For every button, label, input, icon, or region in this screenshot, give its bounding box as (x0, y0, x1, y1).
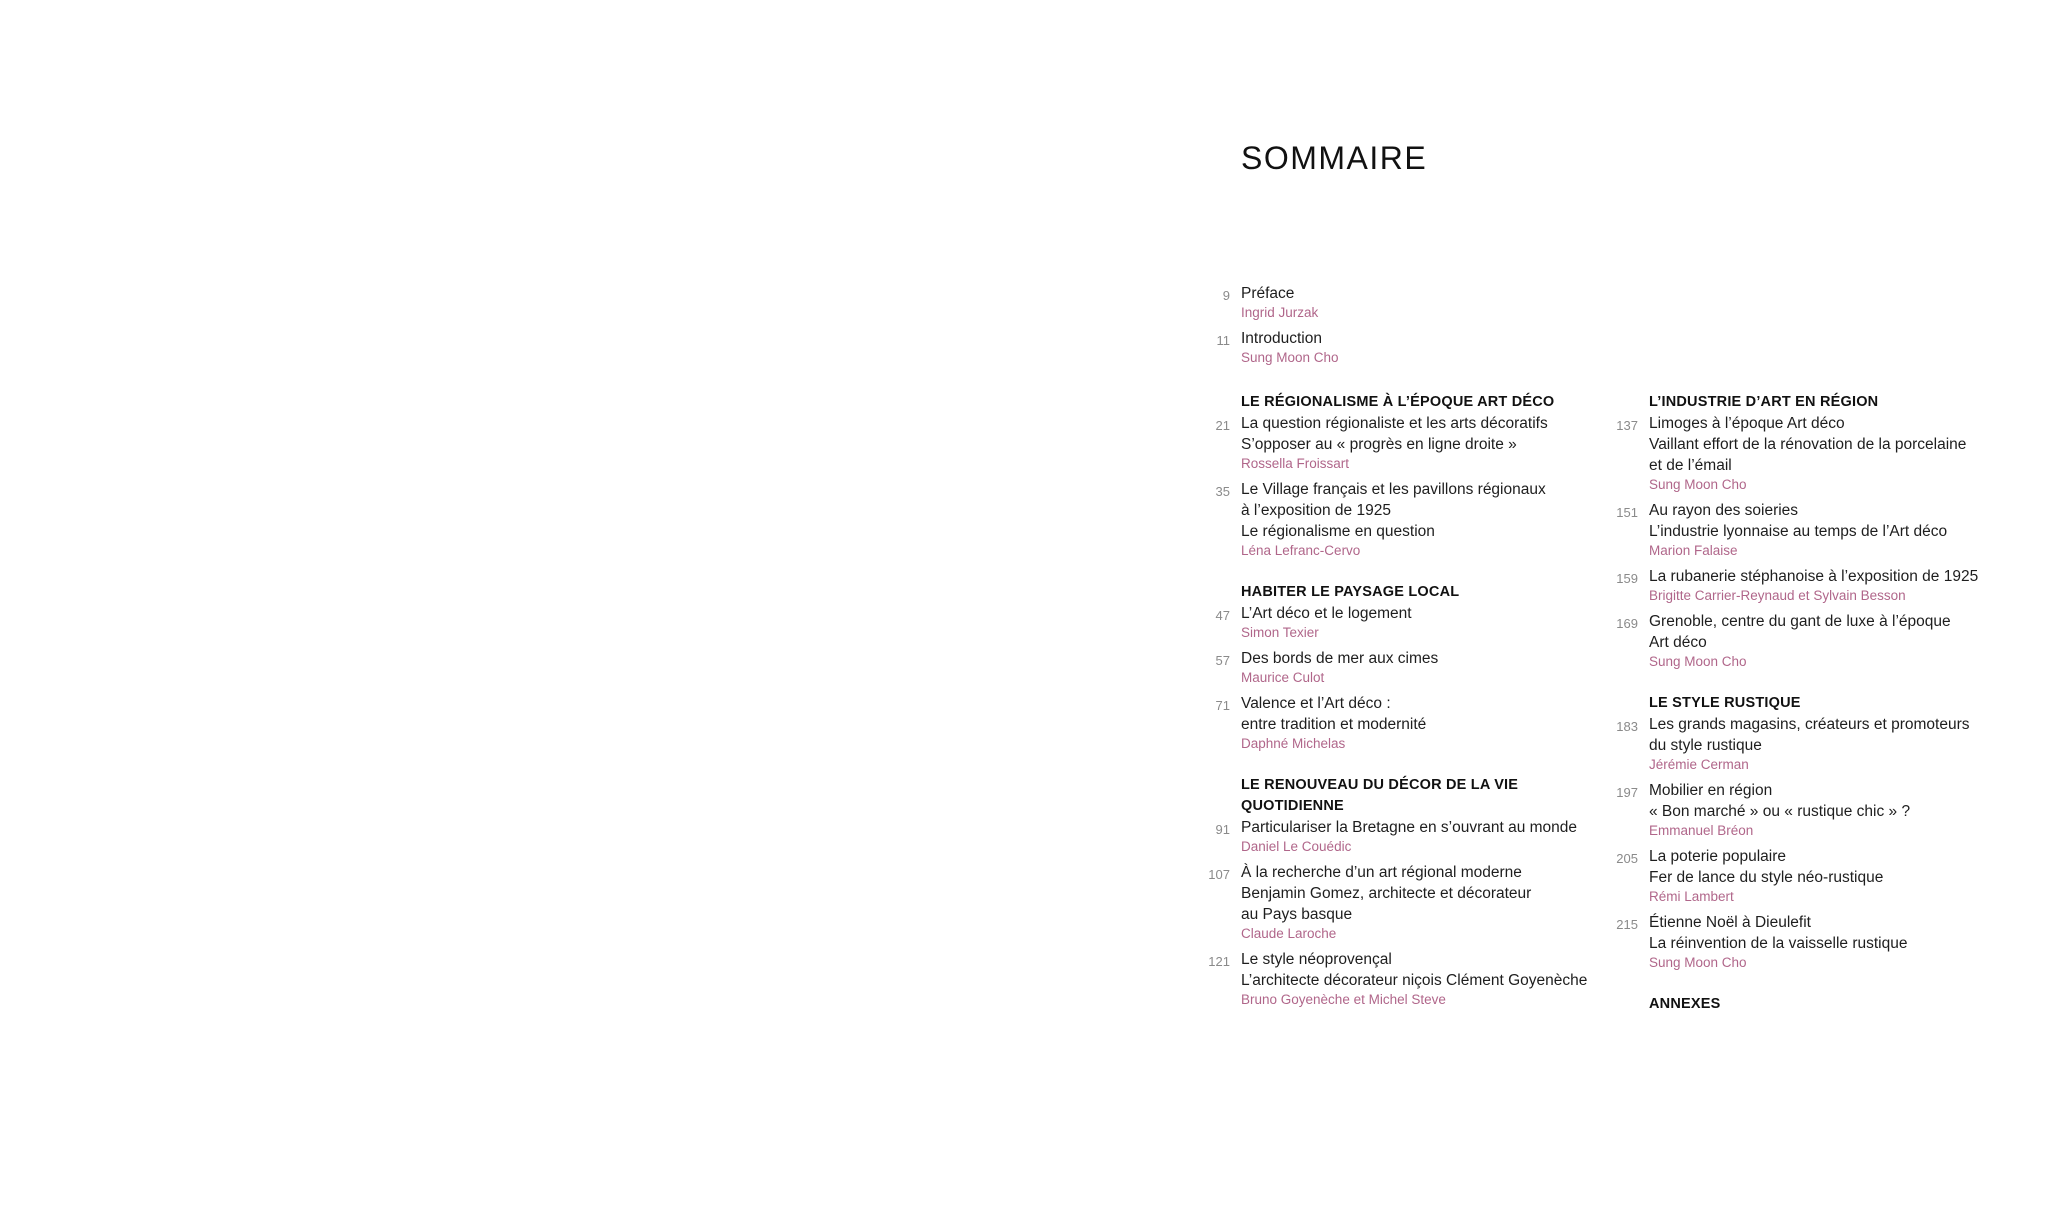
entry-body (1241, 479, 1581, 560)
entry-body (1241, 328, 1581, 367)
page-number: 11 (1216, 333, 1230, 348)
entry-title-line: Particulariser la Bretagne en s’ouvrant au monde (1241, 819, 1578, 836)
entry-author: Sung Moon Cho (1649, 477, 1747, 492)
toc-right-column (1598, 392, 2038, 1037)
entry-title-line: Étienne Noël à Dieulefit (1649, 914, 1811, 931)
page-number: 137 (1616, 418, 1638, 433)
entry-body (1649, 912, 1989, 972)
entry-body (1649, 566, 1989, 605)
entry-author: Simon Texier (1241, 625, 1319, 640)
entry-body (1241, 648, 1581, 687)
entry-body (1241, 949, 1588, 1009)
toc-section (1598, 392, 2038, 671)
page-number: 57 (1215, 653, 1230, 668)
toc-section (1190, 392, 1630, 560)
entry-title-line: La poterie populaire (1649, 848, 1787, 865)
entry-author: Maurice Culot (1241, 670, 1325, 685)
toc-entry (1190, 949, 1630, 1009)
toc-section (1598, 693, 2038, 972)
page-number: 107 (1208, 867, 1230, 882)
entry-title-line: L’industrie lyonnaise au temps de l’Art déco (1649, 523, 1948, 540)
entry-body (1241, 862, 1581, 943)
toc-section (1190, 775, 1630, 1009)
entry-title-line: L’Art déco et le logement (1241, 605, 1412, 622)
entry-title-line: Au rayon des soieries (1649, 502, 1799, 519)
section-title: HABITER LE PAYSAGE LOCAL (1241, 584, 1460, 600)
entry-title-line: Limoges à l’époque Art déco (1649, 415, 1845, 432)
entry-author: Emmanuel Bréon (1649, 823, 1754, 838)
toc-entry (1598, 413, 2038, 494)
toc-entry (1598, 846, 2038, 906)
entry-author: Daniel Le Couédic (1241, 839, 1352, 854)
toc-entry (1190, 693, 1630, 753)
entry-title-line: Fer de lance du style néo-rustique (1649, 869, 1884, 886)
entry-title-line: Valence et l’Art déco : (1241, 695, 1391, 712)
toc-entry (1190, 413, 1630, 473)
entry-title-line: Le régionalisme en question (1241, 523, 1435, 540)
entry-body (1649, 611, 1989, 671)
entry-author: Daphné Michelas (1241, 736, 1346, 751)
entry-body (1241, 817, 1581, 856)
page-number: 121 (1208, 954, 1230, 969)
entry-body (1241, 603, 1581, 642)
entry-body (1649, 413, 1989, 494)
entry-body (1241, 413, 1581, 473)
entry-title-line: Le style néoprovençal (1241, 951, 1392, 968)
entry-body (1241, 283, 1581, 322)
toc-intro (1190, 283, 1630, 373)
toc-entry (1190, 603, 1630, 642)
page-number: 197 (1616, 785, 1638, 800)
page-number: 47 (1215, 608, 1230, 623)
entry-title-line: Grenoble, centre du gant de luxe à l’époque (1649, 613, 1951, 630)
entry-title-line: à l’exposition de 1925 (1241, 502, 1391, 519)
entry-title-line: Le Village français et les pavillons régionaux (1241, 481, 1546, 498)
page-number: 71 (1215, 698, 1230, 713)
entry-title-line: Des bords de mer aux cimes (1241, 650, 1439, 667)
entry-title-line: Mobilier en région (1649, 782, 1773, 799)
toc-section (1598, 994, 2038, 1015)
page-number: 205 (1616, 851, 1638, 866)
toc-entry (1598, 780, 2038, 840)
page-number: 21 (1215, 418, 1230, 433)
entry-author: Ingrid Jurzak (1241, 305, 1319, 320)
entry-author: Bruno Goyenèche et Michel Steve (1241, 992, 1446, 1007)
page-number: 169 (1616, 616, 1638, 631)
entry-title-line: « Bon marché » ou « rustique chic » ? (1649, 803, 1911, 820)
entry-title-line: Les grands magasins, créateurs et promoteurs (1649, 716, 1970, 733)
page-number: 35 (1215, 484, 1230, 499)
toc-entry (1190, 479, 1630, 560)
toc-entry (1598, 912, 2038, 972)
entry-author: Brigitte Carrier-Reynaud et Sylvain Besson (1649, 588, 1906, 603)
entry-author: Rémi Lambert (1649, 889, 1734, 904)
page-number: 159 (1616, 571, 1638, 586)
entry-body (1649, 846, 1989, 906)
toc-entry (1598, 611, 2038, 671)
entry-author: Sung Moon Cho (1649, 654, 1747, 669)
toc-entry (1190, 862, 1630, 943)
section-title: L’INDUSTRIE D’ART EN RÉGION (1649, 394, 1879, 410)
page-title: SOMMAIRE (1241, 140, 1428, 176)
entry-body (1649, 780, 1989, 840)
entry-title-line: La question régionaliste et les arts décoratifs (1241, 415, 1548, 432)
entry-body (1649, 500, 1989, 560)
toc-entry (1598, 566, 2038, 605)
entry-title-line: La rubanerie stéphanoise à l’exposition de 1925 (1649, 568, 1979, 585)
entry-title-line: Vaillant effort de la rénovation de la porcelaine (1649, 436, 1967, 453)
page-number: 9 (1222, 288, 1230, 303)
section-title: ANNEXES (1649, 996, 1721, 1012)
entry-title-line: Introduction (1241, 330, 1322, 347)
toc-entry (1190, 328, 1630, 367)
entry-body (1649, 714, 1989, 774)
entry-author: Rossella Froissart (1241, 456, 1350, 471)
toc-section (1190, 582, 1630, 753)
entry-title-line: La réinvention de la vaisselle rustique (1649, 935, 1908, 952)
page-number: 215 (1616, 917, 1638, 932)
page-number: 91 (1215, 822, 1230, 837)
entry-title-line: entre tradition et modernité (1241, 716, 1427, 733)
entry-title-line: À la recherche d’un art régional moderne (1241, 864, 1522, 881)
entry-author: Sung Moon Cho (1649, 955, 1747, 970)
section-title: LE RENOUVEAU DU DÉCOR DE LA VIE QUOTIDIENNE (1241, 777, 1519, 814)
toc-entry (1190, 648, 1630, 687)
page-number: 183 (1616, 719, 1638, 734)
entry-title-line: au Pays basque (1241, 906, 1353, 923)
entry-author: Sung Moon Cho (1241, 350, 1339, 365)
section-title: LE RÉGIONALISME À L’ÉPOQUE ART DÉCO (1241, 394, 1555, 410)
entry-title-line: L’architecte décorateur niçois Clément Goyenèche (1241, 972, 1588, 989)
entry-author: Marion Falaise (1649, 543, 1738, 558)
toc-entry (1190, 283, 1630, 322)
toc-entry (1190, 817, 1630, 856)
entry-title-line: S’opposer au « progrès en ligne droite » (1241, 436, 1517, 453)
section-title: LE STYLE RUSTIQUE (1649, 695, 1801, 711)
toc-left-column (1190, 392, 1630, 1031)
entry-title-line: du style rustique (1649, 737, 1762, 754)
entry-title-line: Préface (1241, 285, 1295, 302)
entry-title-line: et de l’émail (1649, 457, 1732, 474)
entry-body (1241, 693, 1581, 753)
entry-title-line: Benjamin Gomez, architecte et décorateur (1241, 885, 1532, 902)
toc-entry (1598, 500, 2038, 560)
entry-author: Jérémie Cerman (1649, 757, 1749, 772)
entry-title-line: Art déco (1649, 634, 1707, 651)
page-number: 151 (1616, 505, 1638, 520)
toc-entry (1598, 714, 2038, 774)
entry-author: Claude Laroche (1241, 926, 1337, 941)
entry-author: Léna Lefranc-Cervo (1241, 543, 1361, 558)
